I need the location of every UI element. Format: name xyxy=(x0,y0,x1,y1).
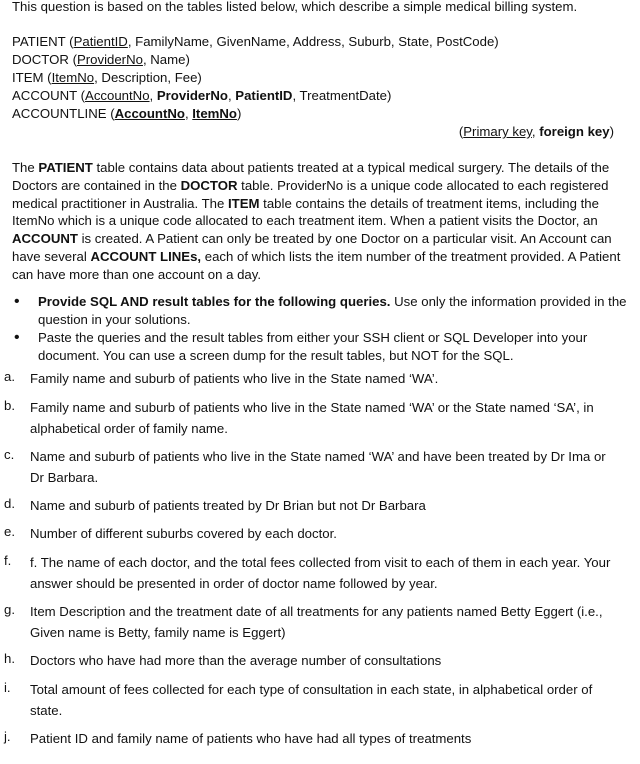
question-letter: i. xyxy=(4,680,11,695)
primary-foreign-key: AccountNo xyxy=(114,106,185,121)
question-text: Family name and suburb of patients who live in the State named ‘WA’. xyxy=(30,371,439,386)
question-letter: h. xyxy=(4,651,15,666)
table-name: ITEM xyxy=(12,70,44,85)
question-text: Total amount of fees collected for each type of consultation in each state, in alphabetical order of state. xyxy=(30,682,593,718)
legend-foreign-key: foreign key xyxy=(539,124,610,139)
question-text: Name and suburb of patients treated by Dr Brian but not Dr Barbara xyxy=(30,498,426,513)
foreign-key: PatientID xyxy=(235,88,293,103)
key-legend: (Primary key, foreign key) xyxy=(458,124,614,139)
description-paragraph: The PATIENT table contains data about patients treated at a typical medical surgery. The details of the Doctors are contained in the DOCTOR table. ProviderNo is a unique code allocated to each registered medical practitioner in Australia. The ITEM table contains the details of treatment items, including the ItemNo which is a unique code allocated to each treatment item. When a patient visits the Doctor, an ACCOUNT is created. A Patient can only be treated by one Doctor on a particular visit. An Account can have several ACCOUNT LINEs, each of which lists the item number of the treatment provided. A Patient can have more than one account on a day. xyxy=(12,160,621,282)
schema-accountline: ACCOUNTLINE (AccountNo, ItemNo) xyxy=(12,106,242,121)
primary-key: ItemNo xyxy=(51,70,95,85)
question-letter: j. xyxy=(4,729,11,744)
question-letter: f. xyxy=(4,553,12,568)
question-letter: d. xyxy=(4,496,15,511)
schema-item: ITEM (ItemNo, Description, Fee) xyxy=(12,70,202,85)
question-letter: a. xyxy=(4,369,15,384)
bullet-icon: • xyxy=(14,293,20,310)
question-text: f. The name of each doctor, and the total fees collected from visit to each of them in each year. Your answer should be presented in order of doctor name followed by year. xyxy=(30,555,611,591)
bullet-icon: • xyxy=(14,329,20,346)
question-text: Family name and suburb of patients who live in the State named ‘WA’ or the State named ‘SA’, in alphabetical order of family name. xyxy=(30,400,594,436)
question-text: Patient ID and family name of patients who have had all types of treatments xyxy=(30,731,472,746)
schema-doctor: DOCTOR (ProviderNo, Name) xyxy=(12,52,190,67)
table-name: DOCTOR xyxy=(12,52,69,67)
question-letter: g. xyxy=(4,602,15,617)
schema-account: ACCOUNT (AccountNo, ProviderNo, PatientID, TreatmentDate) xyxy=(12,88,392,103)
primary-foreign-key: ItemNo xyxy=(192,106,237,121)
question-text: Doctors who have had more than the average number of consultations xyxy=(30,653,442,668)
primary-key: ProviderNo xyxy=(76,52,143,67)
primary-key: AccountNo xyxy=(85,88,150,103)
table-name: ACCOUNT xyxy=(12,88,77,103)
document: This question is based on the tables listed below, which describe a simple medical billing system. PATIENT (PatientID, FamilyName, GivenName, Address, Suburb, State, PostCode) DOCTOR (ProviderNo, Name) ITEM (ItemNo, Description, Fee) ACCOUNT (AccountNo, ProviderNo, PatientID, TreatmentDate) ACCOUNTLINE (AccountNo, ItemNo) (Primary key, foreign key) The PATIENT table contains data about patients treated at a typical medical surgery. The details of the Doctors are contained in the DOCTOR table. ProviderNo is a unique code allocated to each registered medical practitioner in Australia. The ITEM table contains the details of treatment items, including the ItemNo which is a unique code allocated to each treatment item. When a patient visits the Doctor, an ACCOUNT is created. A Patient can only be treated by one Doctor on a particular visit. An Account can have several ACCOUNT LINEs, each of which lists the item number of the treatment provided. A Patient can have more than one account on a day. • Provide SQL AND result tables for the following queries. Use only the information provided in the question in your solutions. • Paste the queries and the result tables from either your SSH client or SQL Developer into your document. You can use a screen dump for the result tables, but NOT for the SQL. a. Family name and suburb of patients who live in the State named ‘WA’. b. Family name and suburb of patients who live in the State named ‘WA’ or the State named ‘SA’, in alphabetical order of family name. c. Name and suburb of patients who live in the State named ‘WA’ and have been treated by Dr Ima or Dr Barbara. d. Name and suburb of patients treated by Dr Brian but not Dr Barbara e. Number of different suburbs covered by each doctor. f. f. The name of each doctor, and the total fees collected from visit to each of them in each year. Your answer should be presented in order of doctor name followed by year. g. Item Description and the treatment date of all treatments for any patients named Betty Eggert (i.e., Given name is Betty, family name is Eggert) h. Doctors who have had more than the average number of consultations i. Total amount of fees collected for each type of consultation in each state, in alphabetical order of state. j. Patient ID and family name of patients who have had all types of treatments xyxy=(0,0,640,764)
table-name: PATIENT xyxy=(12,34,66,49)
question-text: Number of different suburbs covered by each doctor. xyxy=(30,526,337,541)
schema-patient: PATIENT (PatientID, FamilyName, GivenName, Address, Suburb, State, PostCode) xyxy=(12,34,499,49)
question-text: Name and suburb of patients who live in the State named ‘WA’ and have been treated by Dr Ima or Dr Barbara. xyxy=(30,449,606,485)
legend-primary-key: Primary key xyxy=(463,124,532,139)
intro-text: This question is based on the tables listed below, which describe a simple medical billing system. xyxy=(12,0,578,14)
table-name: ACCOUNTLINE xyxy=(12,106,107,121)
question-letter: e. xyxy=(4,524,15,539)
foreign-key: ProviderNo xyxy=(156,88,228,103)
question-letter: b. xyxy=(4,398,15,413)
primary-key: PatientID xyxy=(73,34,128,49)
question-text: Item Description and the treatment date of all treatments for any patients named Betty Eggert (i.e., Given name is Betty, family name is Eggert) xyxy=(30,604,603,640)
question-letter: c. xyxy=(4,447,15,462)
